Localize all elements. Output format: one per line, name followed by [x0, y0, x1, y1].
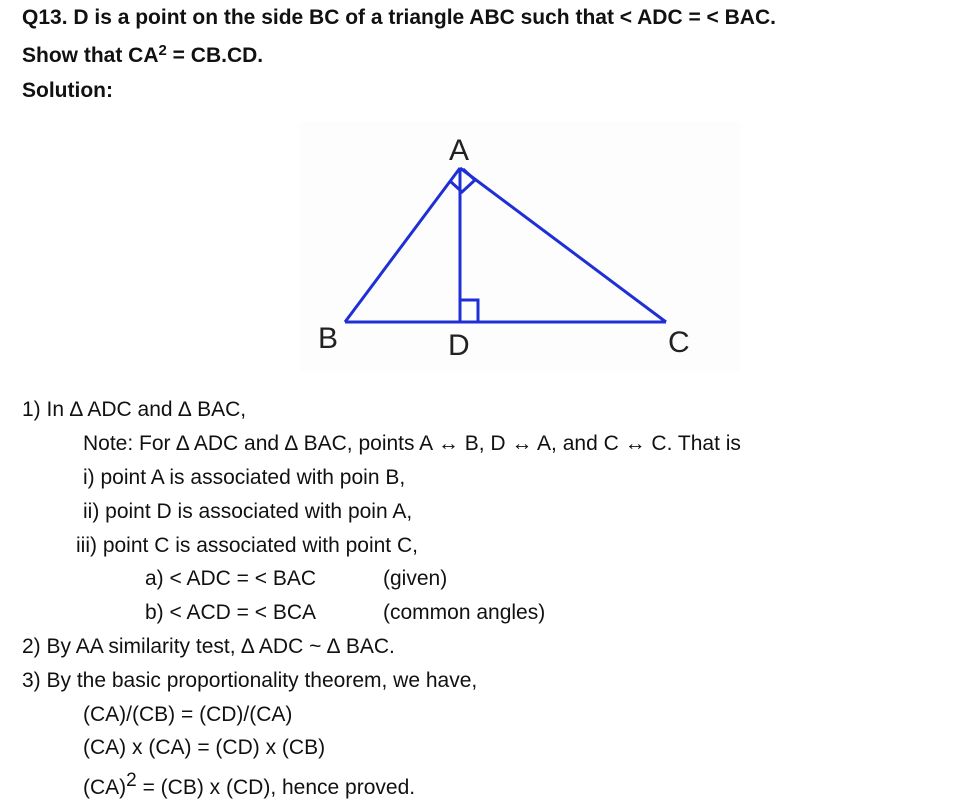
equation-2: (CA) x (CA) = (CD) x (CB) [83, 736, 326, 759]
equation-3-suffix: = (CB) x (CD), hence proved. [136, 776, 416, 799]
question-line-2-superscript: 2 [158, 42, 167, 59]
note-item-iii: iii) point C is associated with point C, [76, 534, 418, 557]
right-angle-mark-d [460, 300, 478, 322]
right-angle-mark-a [450, 169, 475, 192]
equation-3-superscript: 2 [126, 770, 137, 791]
step-2: 2) By AA similarity test, ∆ ADC ~ ∆ BAC. [22, 635, 395, 658]
step-3: 3) By the basic proportionality theorem, we have, [22, 669, 478, 692]
statement-b: b) < ACD = < BCA [145, 601, 316, 624]
question-line-2 [22, 44, 263, 68]
vertex-label-c: C [668, 326, 690, 359]
step-1: 1) In ∆ ADC and ∆ BAC, [22, 398, 247, 421]
equation-3 [83, 770, 416, 800]
note-item-ii: ii) point D is associated with poin A, [83, 500, 413, 523]
reason-a: (given) [383, 567, 448, 590]
solution-label: Solution: [22, 79, 113, 102]
note-item-i: i) point A is associated with poin B, [83, 466, 406, 489]
vertex-label-d: D [448, 329, 470, 362]
question-line-2-suffix: = CB.CD. [166, 44, 264, 67]
equation-3-prefix: (CA) [83, 776, 127, 799]
triangle-diagram [300, 122, 740, 372]
question-line-2-prefix: Show that CA [22, 44, 159, 67]
triangle-figure [300, 122, 740, 372]
question-line-1: Q13. D is a point on the side BC of a triangle ABC such that < ADC = < BAC. [22, 6, 776, 29]
vertex-label-b: B [318, 322, 339, 355]
side-ac [460, 168, 666, 322]
vertex-label-a: A [449, 134, 470, 167]
reason-b: (common angles) [383, 601, 546, 624]
step-1-note: Note: For ∆ ADC and ∆ BAC, points A ↔ B, D ↔ A, and C ↔ C. That is [83, 432, 741, 455]
side-ab [345, 168, 460, 322]
statement-a: a) < ADC = < BAC [145, 567, 316, 590]
equation-1: (CA)/(CB) = (CD)/(CA) [83, 703, 293, 726]
